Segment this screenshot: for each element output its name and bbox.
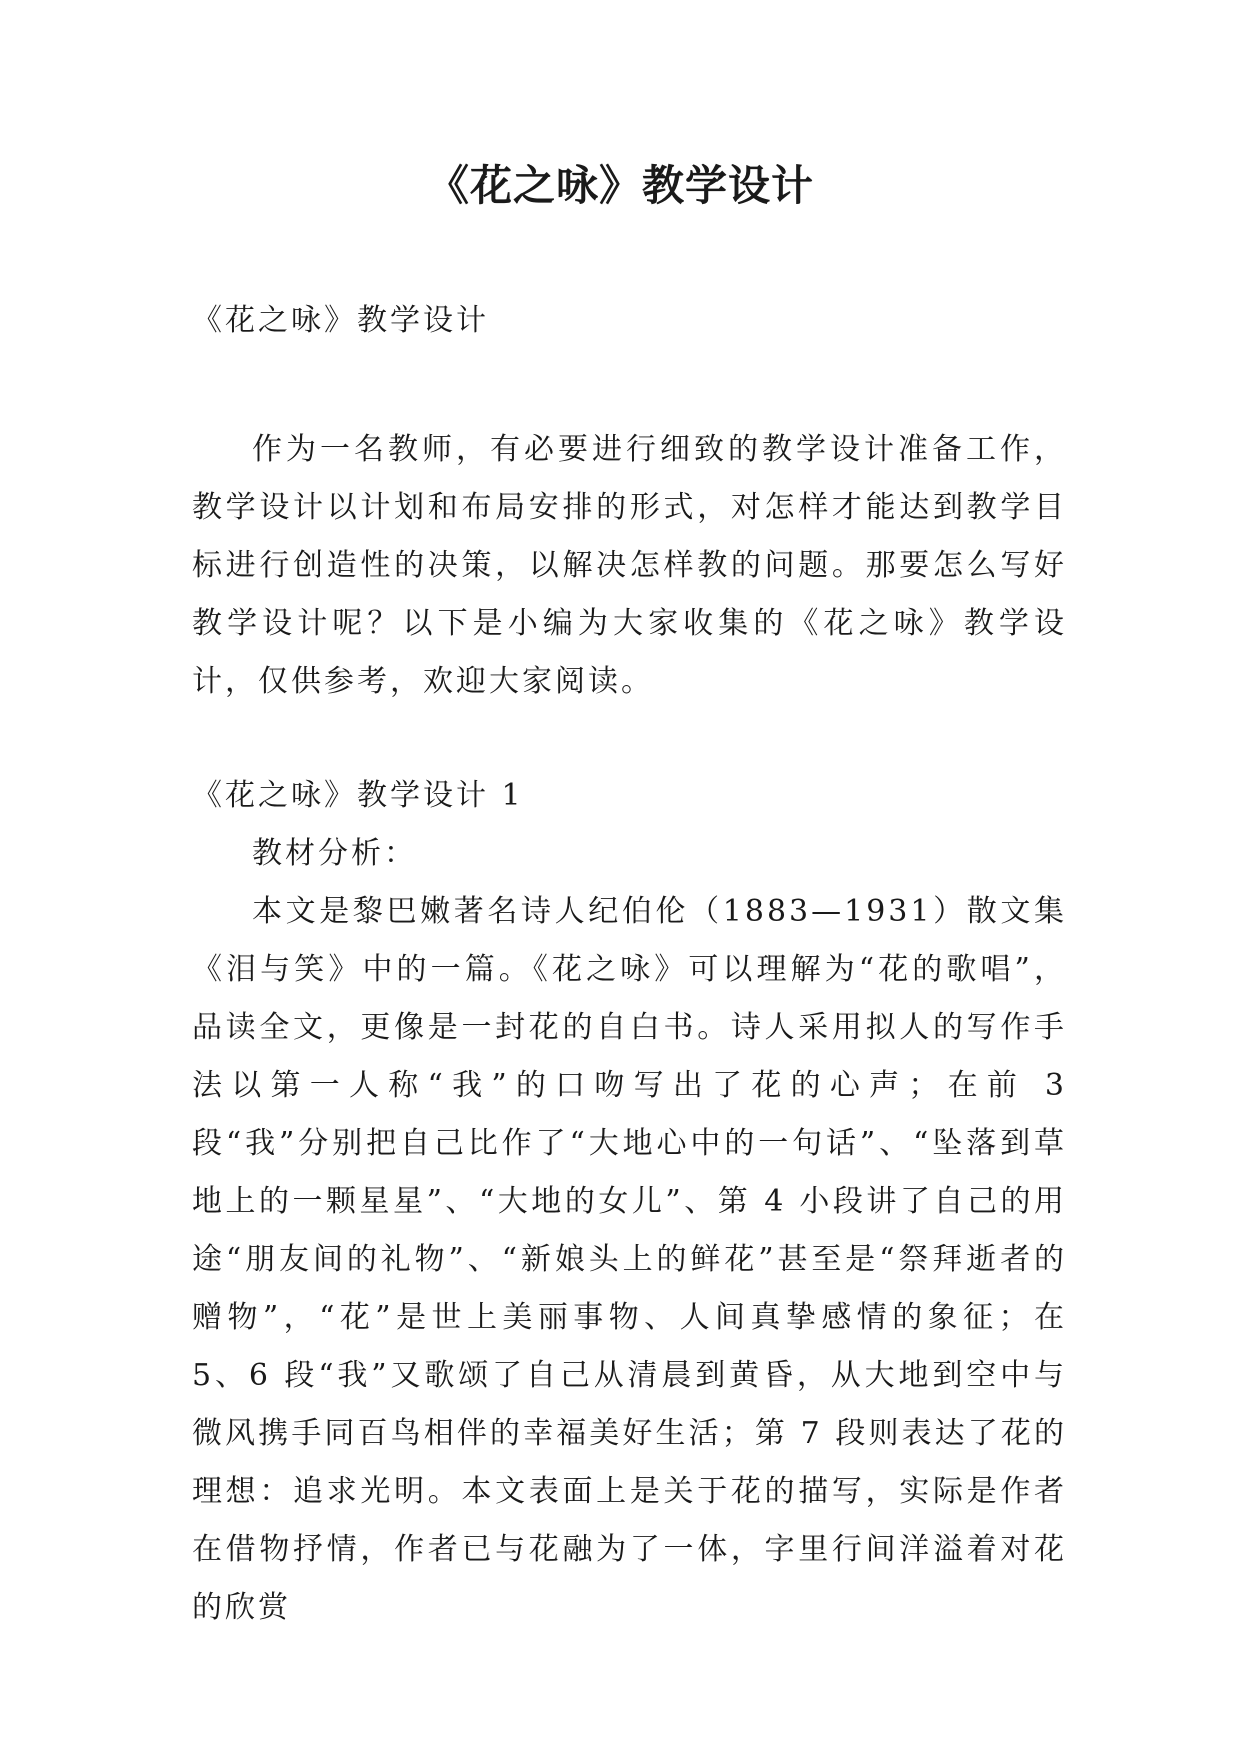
section-heading: 《花之咏》教学设计 1 [192,778,524,813]
section-body-paragraph: 本文是黎巴嫩著名诗人纪伯伦（1883—1931）散文集《泪与笑》中的一篇。《花之咏》可以理解为“花的歌唱”，品读全文，更像是一封花的自白书。诗人采用拟人的写作手法以第一人称“我”的口吻写出了花的心声；在前 3 段“我”分别把自己比作了“大地心中的一句话”、“坠落到草地上的一颗星星”、“大地的女儿”、第 4 小段讲了自己的用途“朋友间的礼物”、“新娘头上的鲜花”甚至是“祭拜逝者的赠物”，“花”是世上美丽事物、人间真挚感情的象征；在 5、6 段“我”又歌颂了自己从清晨到黄昏，从大地到空中与微风携手同百鸟相伴的幸福美好生活；第 7 段则表达了花的理想：追求光明。本文表面上是关于花的描写，实际是作者在借物抒情，作者已与花融为了一体，字里行间洋溢着对花的欣赏 [192,894,1067,1625]
intro-paragraph: 作为一名教师，有必要进行细致的教学设计准备工作，教学设计以计划和布局安排的形式，对怎样才能达到教学目标进行创造性的决策，以解决怎样教的问题。那要怎么写好教学设计呢？以下是小编为大家收集的《花之咏》教学设计，仅供参考，欢迎大家阅读。 [192,432,1067,699]
spacer [192,711,1067,767]
spacer [192,350,1067,421]
document-body [192,292,1067,1637]
document-title: 《花之咏》教学设计 [426,161,814,210]
section-label: 教材分析： [252,836,417,871]
subtitle-line: 《花之咏》教学设计 [192,303,489,338]
